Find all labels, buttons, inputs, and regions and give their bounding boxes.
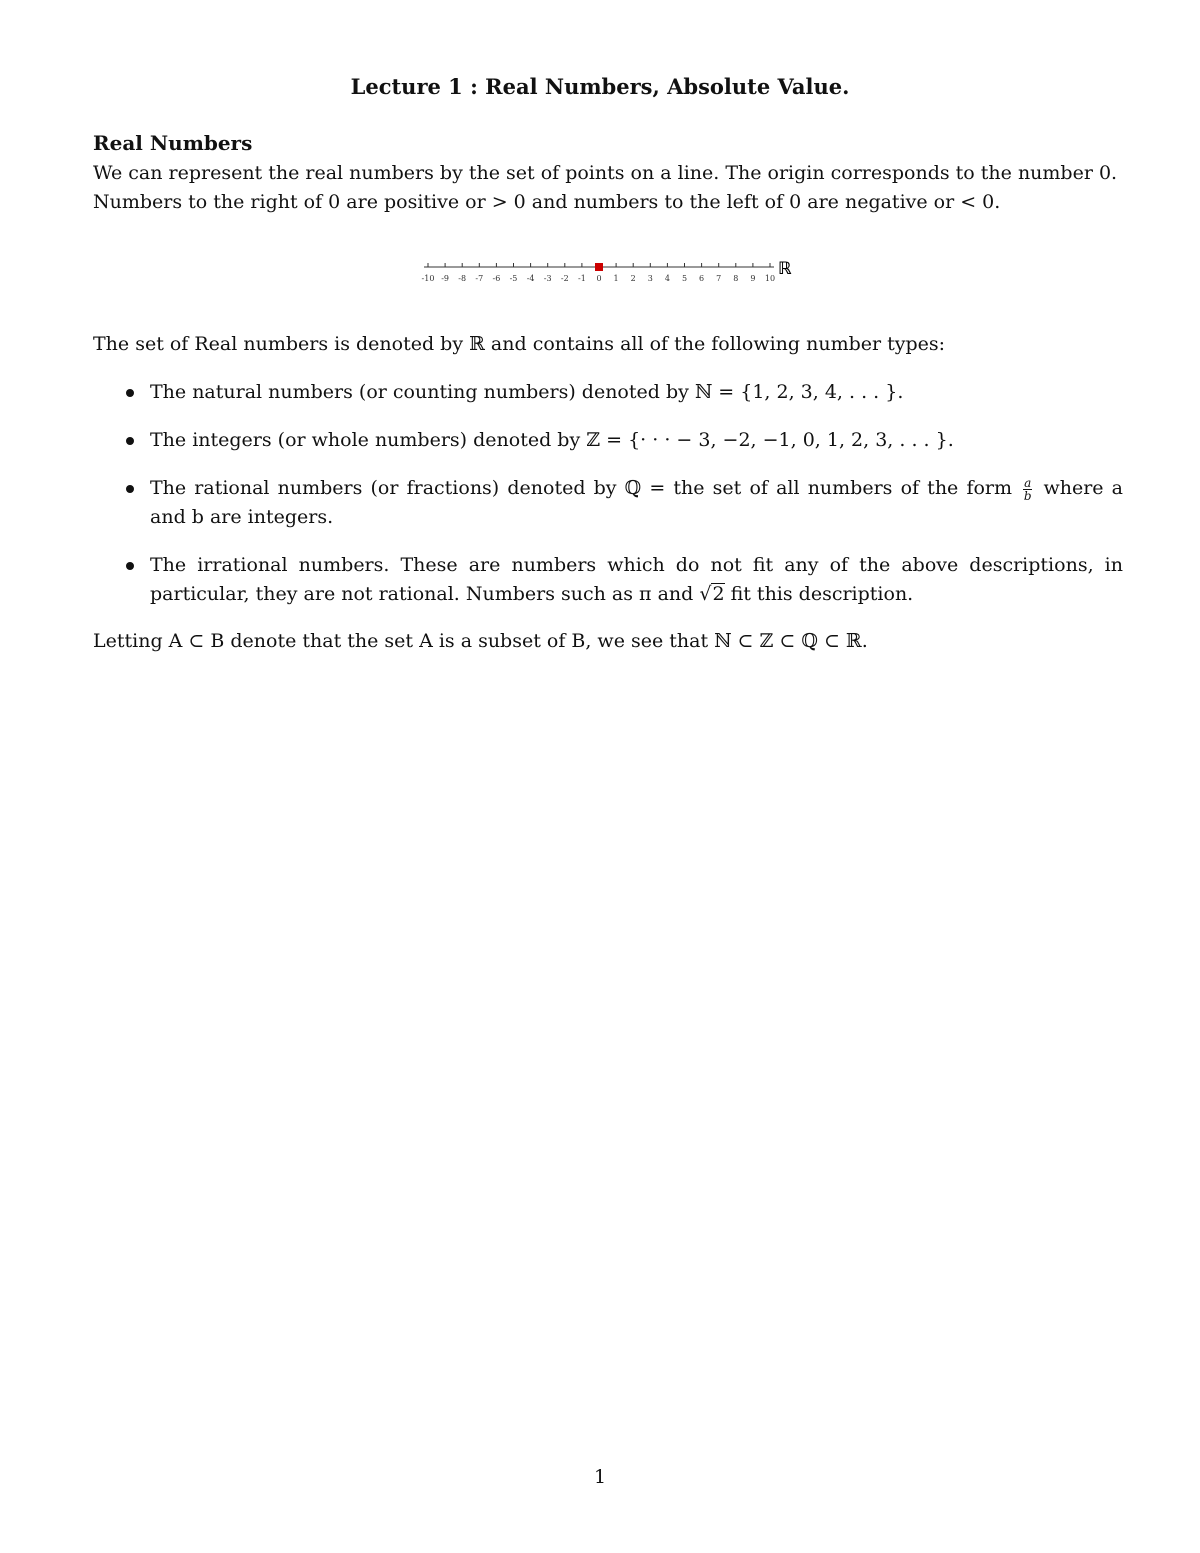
- tick-label: -9: [441, 274, 449, 283]
- bullet-icon: [126, 437, 134, 445]
- integers-text: The integers (or whole numbers) denoted by ℤ = {· · · − 3, −2, −1, 0, 1, 2, 3, . . . }.: [150, 429, 954, 451]
- number-line-tick-labels: [422, 274, 776, 283]
- tick-label: -3: [543, 274, 552, 283]
- tick-label: -8: [458, 274, 467, 283]
- tick-label: 7: [716, 274, 722, 283]
- number-line-real-label: ℝ: [778, 259, 792, 279]
- fraction-denominator: b: [1023, 488, 1032, 503]
- tick-label: 8: [733, 274, 739, 283]
- tick-label: 3: [647, 274, 653, 283]
- fraction-numerator: a: [1024, 475, 1032, 490]
- tick-label: 6: [699, 274, 705, 283]
- list-item-integers: [93, 426, 1123, 455]
- irrational-text-post: fit this description.: [724, 583, 914, 605]
- tick-label: -4: [526, 274, 535, 283]
- tick-label: -6: [492, 274, 501, 283]
- tick-label: 1: [613, 274, 619, 283]
- tick-label: -1: [578, 274, 586, 283]
- tick-label: 5: [681, 274, 688, 283]
- sqrt-argument: 2: [712, 583, 725, 605]
- number-line-origin-marker: [595, 263, 603, 271]
- bullet-icon: [126, 562, 134, 570]
- number-line-figure: [420, 254, 800, 290]
- fraction-a-over-b: [1023, 477, 1032, 502]
- tick-label: 10: [764, 274, 776, 283]
- tick-label: -5: [509, 274, 518, 283]
- tick-label: 4: [664, 274, 670, 283]
- tick-label: 0: [596, 274, 602, 283]
- list-item-natural: [93, 378, 1123, 407]
- section-heading: Real Numbers: [93, 131, 253, 155]
- subset-paragraph: Letting A ⊂ B denote that the set A is a subset of B, we see that ℕ ⊂ ℤ ⊂ ℚ ⊂ ℝ.: [93, 630, 868, 652]
- list-item-irrational: [93, 551, 1123, 609]
- bullet-icon: [126, 389, 134, 397]
- rational-text-post: where a and b are integers.: [150, 477, 1123, 528]
- page-title: Lecture 1 : Real Numbers, Absolute Value.: [350, 74, 850, 99]
- number-types-list: [93, 378, 1123, 628]
- page-number: 1: [593, 1466, 607, 1488]
- tick-label: 9: [750, 274, 756, 283]
- tick-label: -7: [475, 274, 484, 283]
- sqrt-expression: [699, 580, 724, 609]
- types-intro-paragraph: The set of Real numbers is denoted by ℝ and contains all of the following number types:: [93, 333, 946, 355]
- tick-label: -10: [421, 274, 435, 283]
- sqrt-icon: √: [699, 583, 712, 605]
- irrational-text-pre: The irrational numbers. These are numbers which do not fit any of the above descriptions, in particular, they are not rational. Numbers such as π and: [150, 554, 1123, 605]
- bullet-icon: [126, 485, 134, 493]
- tick-label: 2: [630, 274, 636, 283]
- tick-label: -2: [560, 274, 569, 283]
- intro-paragraph: We can represent the real numbers by the set of points on a line. The origin corresponds to the number 0. Numbers to the right of 0 are positive or > 0 and numbers to the left of 0 are negative or < 0.: [93, 162, 1118, 213]
- rational-text-pre: The rational numbers (or fractions) denoted by ℚ = the set of all numbers of the form: [150, 477, 1021, 499]
- list-item-rational: [93, 474, 1123, 532]
- natural-numbers-text: The natural numbers (or counting numbers) denoted by ℕ = {1, 2, 3, 4, . . . }.: [150, 381, 904, 403]
